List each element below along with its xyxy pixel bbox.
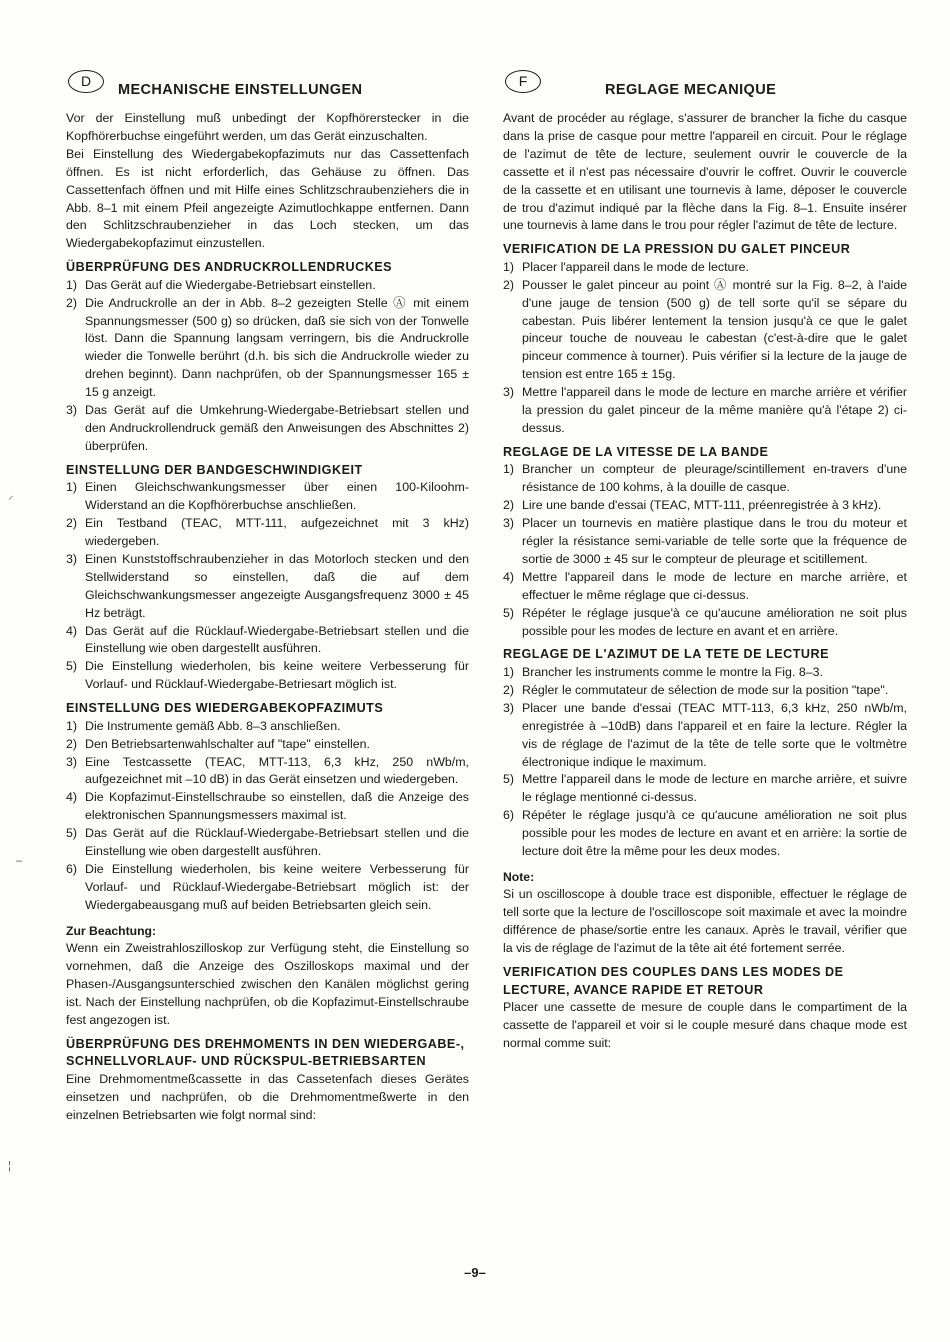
note-heading: Note: bbox=[503, 869, 535, 884]
list-item: 6) Répéter le réglage jusqu'à ce qu'aucune amélioration ne soit plus possible pour les modes de lecture en avant et en arrière: la sortie de lecture doit être la même pour les deux modes. bbox=[503, 808, 907, 859]
procedure-list bbox=[66, 479, 469, 694]
intro-paragraph: Avant de procéder au réglage, s'assurer de brancher la fiche du casque dans la prise de casque pour mettre l'appareil en circuit. Pour le réglage de l'azimut de tête de lecture, seulement ouvrir le couvercle de la cassette et il n'est pas nécessaire d'ouvrir le coffret. Ouvrir le couvercle de la cassette et en utilisant une tournevis à lame, déposer le couvercle de trou d'azimut indiqué par la flèche dans la Fig. 8–1. Ensuite insérer une tournevis à lame dans le trou pour régler l'azimut de tête de lecture. bbox=[503, 111, 907, 233]
list-item: 6) Die Einstellung wiederholen, bis keine weitere Verbesserung für Vorlauf- und Rücklauf-Wiedergabe-Betriebsart möglich ist: der Wiedergabeausgang muß auf beiden Betriebsarten gleich sein. bbox=[66, 861, 469, 912]
list-item: 1) Brancher un compteur de pleurage/scintillement en-travers d'une résistance de 100 kohms, à la douille de casque. bbox=[503, 462, 907, 495]
language-badge-fr: F bbox=[505, 70, 541, 93]
list-item: 3) Einen Kunststoffschraubenzieher in das Motorloch stecken und den Stellwiderstand so einstellen, daß die auf dem Gleichschwankungsmesser angezeigte Ausgangsfrequenz 3000 ± 45 Hz beträgt. bbox=[66, 551, 469, 620]
list-item: 5) Répéter le réglage jusque'à ce qu'aucune amélioration ne soit plus possible pour les modes de lecture en avant et en arrière. bbox=[503, 605, 907, 638]
torque-paragraph: Eine Drehmomentmeßcassette in das Cassetenfach dieses Gerätes einsetzen und nachprüfen, ob die Drehmomentmeßwerte in den einzelnen Betriebsarten wie folgt normal sind: bbox=[66, 1071, 469, 1122]
list-item: 3) Das Gerät auf die Umkehrung-Wiedergabe-Betriebsart stellen und den Andruckrollendruck gemäß den Anweisungen des Abschnittes 2) überprüfen. bbox=[66, 403, 469, 453]
procedure-list bbox=[66, 277, 469, 456]
list-item: 2) Lire une bande d'essai (TEAC, MTT-111, préenregistrée à 3 kHz). bbox=[503, 498, 882, 513]
note-heading: Zur Beachtung: bbox=[66, 923, 157, 938]
subsection-heading: EINSTELLUNG DES WIEDERGABEKOPFAZIMUTS bbox=[66, 701, 384, 716]
note-paragraph: Wenn ein Zweistrahloszilloskop zur Verfügung steht, die Einstellung so vornehmen, daß die Anzeige des Oszilloskops maximal und der Phasen-/Ausgangsunterschied zwischen den Kanälen möglichst gering ist. Nach der Einstellung nachprüfen, ob die Kopfazimut-Einstellschraube fest angezogen ist. bbox=[66, 941, 469, 1027]
section-title-fr: REGLAGE MECANIQUE bbox=[605, 82, 777, 98]
subsection-heading: ÜBERPRÜFUNG DES ANDRUCKROLLENDRUCKES bbox=[66, 260, 393, 275]
list-item: 4) Die Kopfazimut-Einstellschraube so einstellen, daß die Anzeige des elektronischen Spannungsmessers maximal ist. bbox=[66, 790, 469, 823]
list-item: 1) Das Gerät auf die Wiedergabe-Betriebsart einstellen. bbox=[66, 277, 376, 292]
procedure-list bbox=[503, 461, 907, 640]
list-item: 3) Eine Testcassette (TEAC, MTT-113, 6,3 kHz, 250 nWb/m, aufgezeichnet mit –10 dB) in das Gerät einsetzen und wiedergeben. bbox=[66, 754, 469, 787]
list-item: 2) Den Betriebsartenwahlschalter auf "tape" einstellen. bbox=[66, 736, 370, 751]
margin-scan-mark: ¦ bbox=[8, 1160, 11, 1172]
list-item: 5) Mettre l'appareil dans le mode de lecture en marche arrière, et suivre le réglage mentionné ci-dessus. bbox=[503, 772, 907, 805]
list-item: 1) Die Instrumente gemäß Abb. 8–3 anschließen. bbox=[66, 718, 341, 733]
margin-scan-mark: – bbox=[16, 855, 23, 867]
list-item: 4) Mettre l'appareil dans le mode de lecture en marche arrière, et effectuer le même réglage que ci-dessus. bbox=[503, 569, 907, 602]
intro-paragraph-2: Bei Einstellung des Wiedergabekopfazimuts nur das Cassettenfach öffnen. Es ist nicht erforderlich, das Gehäuse zu öffnen. Das Cassettenfach öffnen und mit Hilfe eines Schlitzschraubenziehers die in Abb. 8–1 mit einem Pfeil angezeigte Azimutlochkappe entfernen. Dann den Schlitzschraubenzieher in das Loch stecken, um das Wiedergabekopfazimut einzustellen. bbox=[66, 146, 469, 251]
list-item: 2) Régler le commutateur de sélection de mode sur la position "tape". bbox=[503, 682, 889, 697]
page-number: –9– bbox=[464, 1265, 486, 1280]
list-item: 5) Die Einstellung wiederholen, bis keine weitere Verbesserung für Vorlauf- und Rücklauf-Wiedergabe-Betriesart möglich ist. bbox=[66, 659, 469, 692]
language-badge-de: D bbox=[68, 70, 104, 93]
list-item: 3) Placer une bande d'essai (TEAC MTT-113, 6,3 kHz, 250 nWb/m, enregistrée à –10dB) dans l'appareil et en faire la lecture. Régler la vis de réglage de l'azimut de la tête de telle sorte que le voltmètre électronique indique le maximum. bbox=[503, 700, 907, 769]
list-item: 4) Das Gerät auf die Rücklauf-Wiedergabe-Betriebsart stellen und die Einstellung wie oben dargestellt ausführen. bbox=[66, 623, 469, 656]
french-column bbox=[503, 68, 907, 1053]
procedure-list bbox=[503, 664, 907, 861]
list-item: 1) Placer l'appareil dans le mode de lecture. bbox=[503, 259, 749, 274]
note-paragraph: Si un oscilloscope à double trace est disponible, effectuer le réglage de tell sorte que la lecture de l'oscilloscope soit maximale et avec la moindre différence de phase/sortie entre les canaux. Après le travail, vérifier que la vis de réglage de l'azimut de la tête ait été fortement serrée. bbox=[503, 887, 907, 956]
margin-scan-mark: ⸝ bbox=[8, 490, 14, 502]
list-item: 1) Brancher les instruments comme le montre la Fig. 8–3. bbox=[503, 664, 823, 679]
subsection-heading: VERIFICATION DE LA PRESSION DU GALET PINCEUR bbox=[503, 242, 851, 257]
list-item: 2) Pousser le galet pinceur au point Ⓐ montré sur la Fig. 8–2, à l'aide d'une jauge de tension (500 g) de tell sorte qu'il se sépare du cabestan. Puis libérer lentement la tension jusqu'à ce que le galet pinceur touche de nouveau le cabestan (c'est-à-dire que le galet pinceur commence à tourner). Puis vérifier si la lecture de la jauge de tension est entre 165 ± 15g. bbox=[503, 277, 907, 382]
list-item: 5) Das Gerät auf die Rücklauf-Wiedergabe-Betriebsart stellen und die Einstellung wie oben dargestellt ausführen. bbox=[66, 826, 469, 859]
section-title-de: MECHANISCHE EINSTELLUNGEN bbox=[118, 82, 363, 98]
list-item: 3) Placer un tournevis en matière plastique dans le trou du moteur et régler la résistance semi-variable de telle sorte que la fréquence de sortie de 3000 ± 45 sur le compteur de pleurage et scitillement. bbox=[503, 516, 907, 566]
list-item: 1) Einen Gleichschwankungsmesser über einen 100-Kiloohm-Widerstand an die Kopfhörerbuchse anschließen. bbox=[66, 480, 469, 513]
french-heading bbox=[503, 68, 907, 108]
subsection-heading: ÜBERPRÜFUNG DES DREHMOMENTS IN DEN WIEDERGABE-, SCHNELLVORLAUF- UND RÜCKSPUL-BETRIEBSARTEN bbox=[66, 1036, 465, 1069]
torque-paragraph: Placer une cassette de mesure de couple dans le compartiment de la cassette de l'appareil et voir si le couple mesuré dans chaque mode est normal comme suit: bbox=[503, 1000, 907, 1050]
subsection-heading: EINSTELLUNG DER BANDGESCHWINDIGKEIT bbox=[66, 462, 363, 477]
list-item: 3) Mettre l'appareil dans le mode de lecture en marche arrière et vérifier la pression du galet pinceur de la même manière qu'à l'étape 2) ci-dessus. bbox=[503, 385, 907, 435]
procedure-list bbox=[503, 259, 907, 438]
german-heading bbox=[66, 68, 469, 108]
subsection-heading: REGLAGE DE LA VITESSE DE LA BANDE bbox=[503, 444, 769, 459]
intro-paragraph: Vor der Einstellung muß unbedingt der Kopfhörerstecker in die Kopfhörerbuchse eingeführt werden, um das Gerät einzuschalten. bbox=[66, 111, 469, 143]
subsection-heading: REGLAGE DE L'AZIMUT DE LA TETE DE LECTURE bbox=[503, 647, 829, 662]
list-item: 2) Die Andruckrolle an der in Abb. 8–2 gezeigten Stelle Ⓐ mit einem Spannungsmesser (500 g) so drücken, daß sie sich von der Tonwelle löst. Dann die Spannung langsam verringern, bis die Andruckrolle wieder die Tonwelle berührt (d.h. bis sich die Andruckrolle wieder zu drehen beginnt). Dann nachprüfen, ob der Spannungsmesser 165 ± 15 g anzeigt. bbox=[66, 295, 469, 400]
subsection-heading: VERIFICATION DES COUPLES DANS LES MODES DE LECTURE, AVANCE RAPIDE ET RETOUR bbox=[503, 965, 844, 997]
list-item: 2) Ein Testband (TEAC, MTT-111, aufgezeichnet mit 3 kHz) wiedergeben. bbox=[66, 516, 469, 549]
procedure-list bbox=[66, 718, 469, 915]
german-column bbox=[66, 68, 469, 1124]
